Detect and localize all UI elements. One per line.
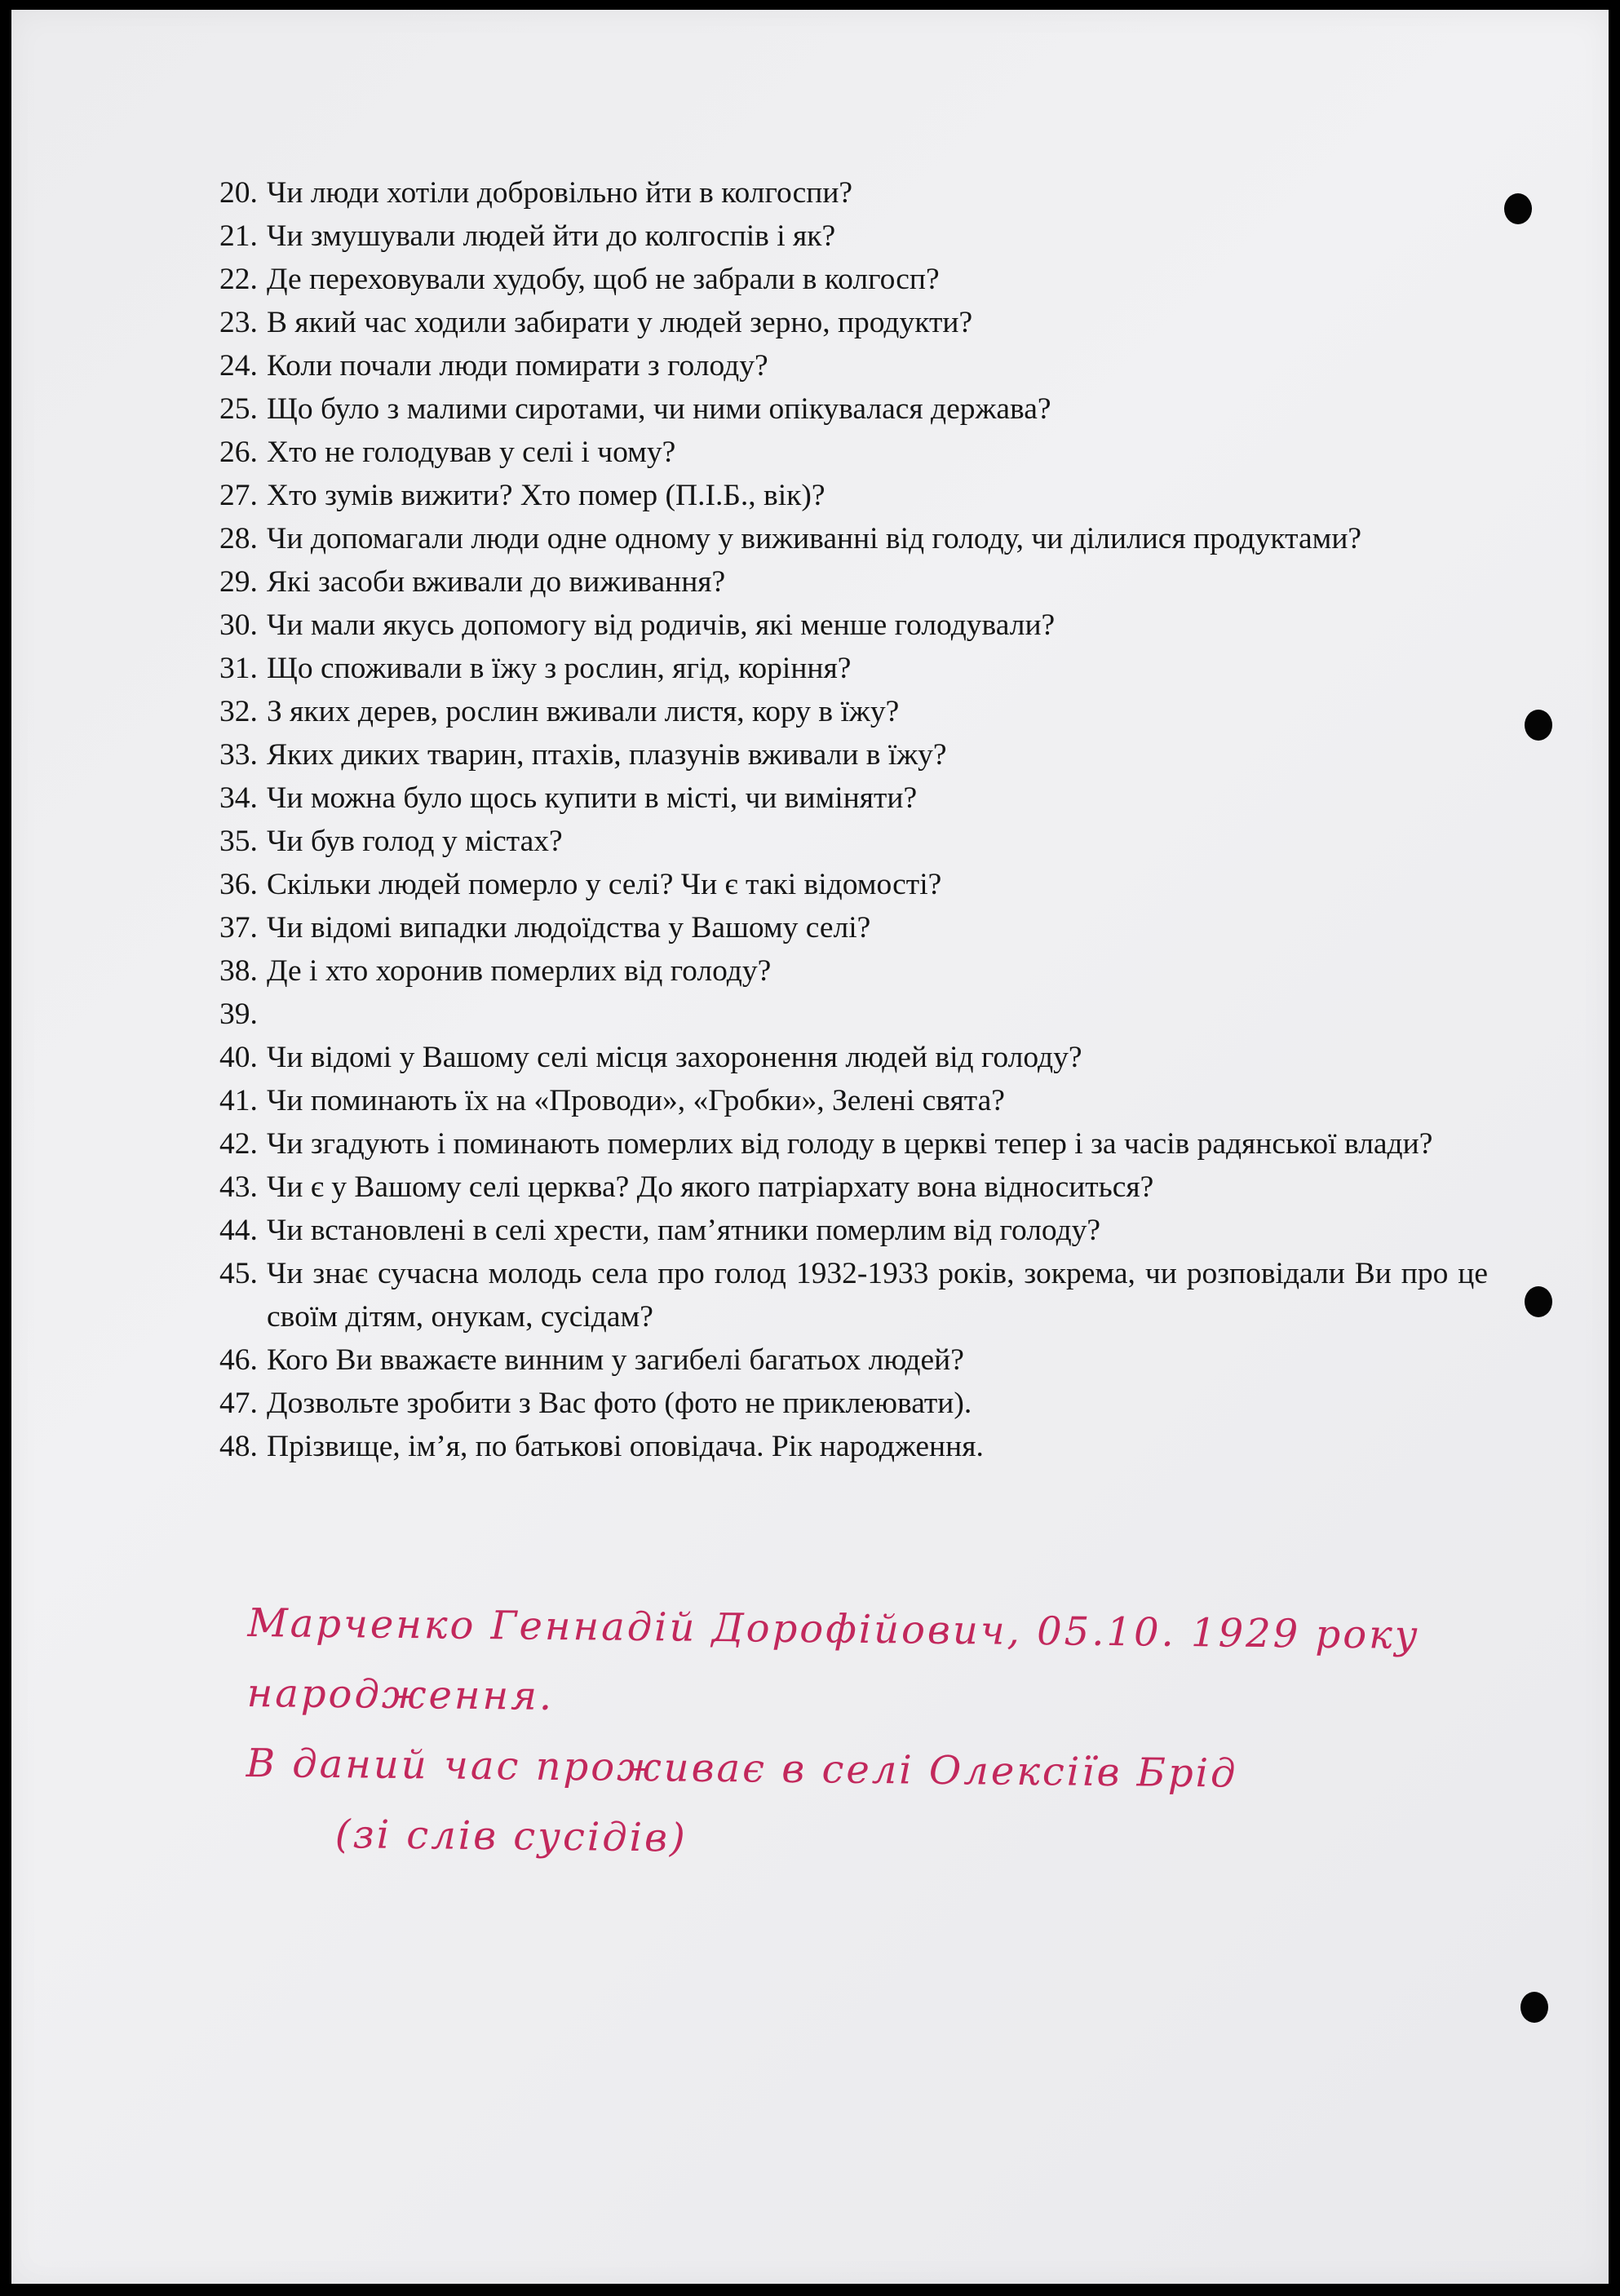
question-text: Чи є у Вашому селі церква? До якого патріархату вона відноситься? xyxy=(267,1170,1154,1204)
paper-sheet xyxy=(11,10,1609,2284)
handwritten-line: В даний час проживає в селі Олексіїв Брід xyxy=(246,1740,1238,1797)
question-text: Чи відомі у Вашому селі місця захоронення людей від голоду? xyxy=(267,1041,1082,1074)
question-text: Чи був голод у містах? xyxy=(267,825,563,858)
question-item xyxy=(219,1166,1488,1209)
question-item xyxy=(219,171,1488,215)
question-text: Де і хто хоронив померлих від голоду? xyxy=(267,954,772,988)
question-item xyxy=(219,431,1488,474)
question-number: 27. xyxy=(219,479,258,512)
handwritten-line: Марченко Геннадій Дорофійович, 05.10. 1929 року xyxy=(247,1599,1420,1659)
question-text: Де переховували худобу, щоб не забрали в колгосп? xyxy=(267,263,940,296)
question-number: 44. xyxy=(219,1214,258,1247)
question-number: 36. xyxy=(219,868,258,901)
question-item xyxy=(219,344,1488,387)
question-number: 47. xyxy=(219,1387,258,1420)
question-item xyxy=(219,517,1488,560)
question-number: 38. xyxy=(219,954,258,988)
question-text: Чи змушували людей йти до колгоспів і як? xyxy=(267,219,836,253)
question-number: 26. xyxy=(219,436,258,469)
question-item xyxy=(219,604,1488,647)
question-number: 41. xyxy=(219,1084,258,1117)
question-text: Чи люди хотіли добровільно йти в колгоспи? xyxy=(267,176,853,210)
handwritten-answer xyxy=(245,1588,1520,1882)
questionnaire-list xyxy=(219,171,1488,1468)
question-text: Хто не голодував у селі і чому? xyxy=(267,436,676,469)
question-number: 43. xyxy=(219,1170,258,1204)
question-text: Чи можна було щось купити в місті, чи виміняти? xyxy=(267,781,918,815)
question-item xyxy=(219,993,1488,1036)
question-number: 24. xyxy=(219,349,258,383)
question-text: Чи поминають їх на «Проводи», «Гробки», Зелені свята? xyxy=(267,1084,1005,1117)
punch-hole-1 xyxy=(1504,193,1532,224)
question-text: Чи згадують і поминають померлих від голоду в церкві тепер і за часів радянської влади? xyxy=(267,1127,1433,1161)
question-number: 35. xyxy=(219,825,258,858)
question-text: Що споживали в їжу з рослин, ягід, коріння? xyxy=(267,652,852,685)
question-text: Чи встановлені в селі хрести, пам’ятники померлим від голоду? xyxy=(267,1214,1101,1247)
question-item xyxy=(219,776,1488,820)
question-item xyxy=(219,1338,1488,1382)
question-item xyxy=(219,906,1488,949)
question-number: 46. xyxy=(219,1343,258,1377)
question-item xyxy=(219,1252,1488,1338)
question-item xyxy=(219,387,1488,431)
question-text: Які засоби вживали до виживання? xyxy=(267,565,726,599)
question-text: Хто зумів вижити? Хто помер (П.І.Б., вік)? xyxy=(267,479,825,512)
question-text: Чи відомі випадки людоїдства у Вашому селі? xyxy=(267,911,871,945)
question-item xyxy=(219,949,1488,993)
question-item xyxy=(219,1079,1488,1122)
question-item xyxy=(219,258,1488,301)
question-number: 30. xyxy=(219,608,258,642)
question-number: 25. xyxy=(219,392,258,426)
question-text: Коли почали люди помирати з голоду? xyxy=(267,349,768,383)
question-text: Чи допомагали люди одне одному у виживанні від голоду, чи ділилися продуктами? xyxy=(267,522,1362,555)
question-text: Прізвище, ім’я, по батькові оповідача. Рік народження. xyxy=(267,1430,984,1463)
punch-hole-2 xyxy=(1525,710,1552,741)
question-number: 31. xyxy=(219,652,258,685)
punch-hole-4 xyxy=(1520,1992,1548,2023)
question-text: Чи знає сучасна молодь села про голод 1932-1933 років, зокрема, чи розповідали Ви про це своїм дітям, онукам, сусідам? xyxy=(267,1257,1488,1334)
question-item xyxy=(219,1209,1488,1252)
question-number: 34. xyxy=(219,781,258,815)
question-item xyxy=(219,863,1488,906)
question-item xyxy=(219,647,1488,690)
question-item xyxy=(219,560,1488,604)
question-number: 40. xyxy=(219,1041,258,1074)
question-text: Дозвольте зробити з Вас фото (фото не приклеювати). xyxy=(267,1387,972,1420)
question-item xyxy=(219,1036,1488,1079)
question-number: 23. xyxy=(219,306,258,339)
question-text: Що було з малими сиротами, чи ними опікувалася держава? xyxy=(267,392,1051,426)
handwritten-line: народження. xyxy=(246,1670,555,1719)
question-number: 20. xyxy=(219,176,258,210)
question-number: 22. xyxy=(219,263,258,296)
question-text: Скільки людей померло у селі? Чи є такі відомості? xyxy=(267,868,942,901)
question-number: 29. xyxy=(219,565,258,599)
question-number: 21. xyxy=(219,219,258,253)
question-number: 48. xyxy=(219,1430,258,1463)
question-number: 39. xyxy=(219,998,258,1031)
question-number: 37. xyxy=(219,911,258,945)
question-item xyxy=(219,690,1488,733)
question-text: Чи мали якусь допомогу від родичів, які менше голодували? xyxy=(267,608,1056,642)
question-item xyxy=(219,215,1488,258)
question-text: Яких диких тварин, птахів, плазунів вживали в їжу? xyxy=(267,738,947,772)
question-text: В який час ходили забирати у людей зерно, продукти? xyxy=(267,306,973,339)
punch-hole-3 xyxy=(1525,1286,1552,1317)
question-item xyxy=(219,733,1488,776)
handwritten-line: (зі слів сусідів) xyxy=(334,1812,688,1861)
question-item xyxy=(219,820,1488,863)
question-item xyxy=(219,474,1488,517)
question-text: З яких дерев, рослин вживали листя, кору в їжу? xyxy=(267,695,900,728)
question-item xyxy=(219,1425,1488,1468)
question-number: 28. xyxy=(219,522,258,555)
question-number: 45. xyxy=(219,1257,258,1290)
question-item xyxy=(219,1382,1488,1425)
question-number: 33. xyxy=(219,738,258,772)
question-item xyxy=(219,301,1488,344)
question-item xyxy=(219,1122,1488,1166)
question-text: Кого Ви вважаєте винним у загибелі багатьох людей? xyxy=(267,1343,964,1377)
question-number: 42. xyxy=(219,1127,258,1161)
question-number: 32. xyxy=(219,695,258,728)
